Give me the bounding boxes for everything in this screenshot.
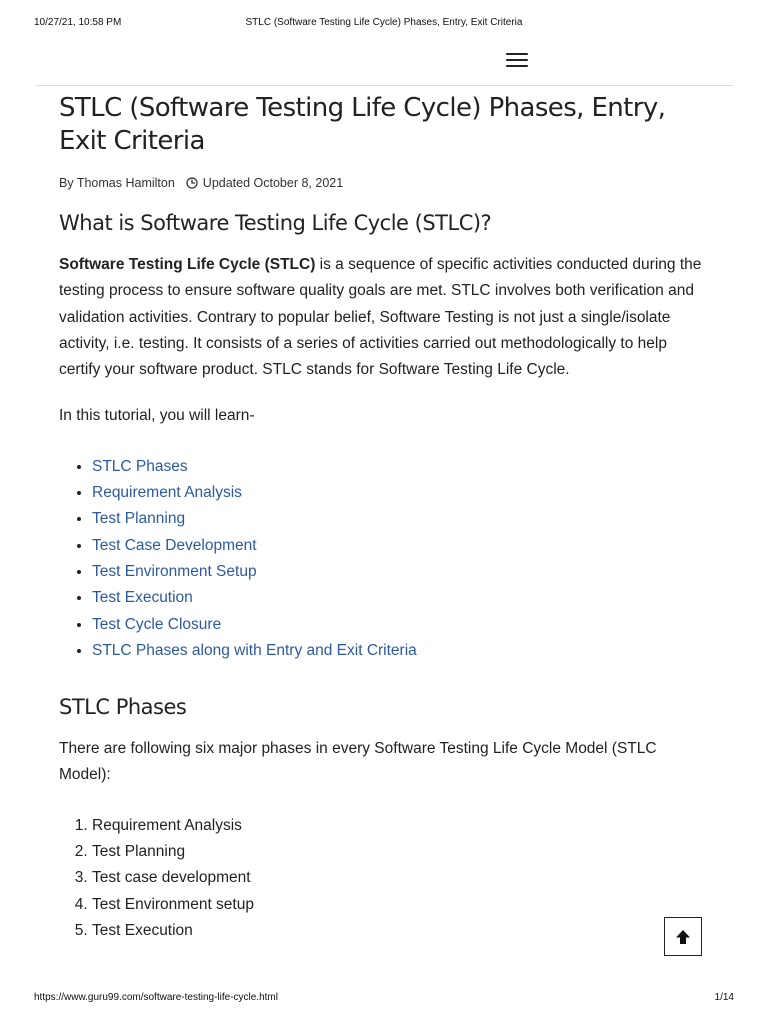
toc-item — [92, 638, 711, 664]
author-name: By Thomas Hamilton — [59, 176, 175, 190]
byline — [59, 174, 711, 192]
print-header — [34, 17, 734, 31]
toc-item — [92, 454, 711, 480]
toc-item — [92, 533, 711, 559]
arrow-up-icon — [674, 928, 692, 946]
intro-bold-term: Software Testing Life Cycle (STLC) — [59, 256, 316, 273]
toc-item — [92, 585, 711, 611]
tutorial-intro-text: In this tutorial, you will learn- — [59, 407, 255, 425]
list-item: 4. Test Environment setup — [92, 892, 711, 918]
back-to-top-button[interactable] — [664, 917, 702, 956]
list-item: 2. Test Planning — [92, 839, 711, 865]
page-title: STLC (Software Testing Life Cycle) Phases, Entry, Exit Criteria — [59, 93, 666, 156]
toc-item — [92, 559, 711, 585]
phase-list — [59, 813, 711, 942]
toc-link-test-environment-setup[interactable]: Test Environment Setup — [92, 562, 257, 580]
section-heading-stlc-phases: STLC Phases — [59, 695, 187, 720]
updated-date: Updated October 8, 2021 — [202, 176, 344, 190]
list-item: 1. Requirement Analysis — [92, 813, 711, 839]
list-item: 3. Test case development — [92, 865, 711, 891]
toc-link-test-execution[interactable]: Test Execution — [92, 589, 193, 607]
toc-link-test-case-development[interactable]: Test Case Development — [92, 536, 257, 554]
print-page-title: STLC (Software Testing Life Cycle) Phases, Entry, Exit Criteria — [245, 17, 523, 28]
intro-text: is a sequence of specific activities conducted during the testing process to ensure software quality goals are met. STLC involves both verification and validation activities. Contrary to popular belief, Software Testing is not just a single/isolate activity, i.e. testing. It consists of a series of activities carried out methodologically to help certify your software product. STLC stands for Software Testing Life Cycle. — [59, 256, 702, 379]
hamburger-menu-icon[interactable] — [506, 52, 528, 69]
print-footer — [34, 992, 734, 1006]
toc-link-requirement-analysis[interactable]: Requirement Analysis — [92, 484, 242, 502]
site-navbar — [36, 44, 733, 86]
toc-link-stlc-phases[interactable]: STLC Phases — [92, 457, 188, 475]
section-heading-what-is-stlc: What is Software Testing Life Cycle (STLC)? — [59, 211, 492, 235]
print-datetime: 10/27/21, 10:58 PM — [34, 17, 122, 28]
phases-intro-paragraph: There are following six major phases in every Software Testing Life Cycle Model (STLC Model): — [59, 740, 657, 784]
toc-item — [92, 480, 711, 506]
intro-paragraph — [59, 252, 711, 383]
toc-link-test-cycle-closure[interactable]: Test Cycle Closure — [92, 615, 222, 633]
page-number: 1/14 — [714, 992, 734, 1003]
print-url: https://www.guru99.com/software-testing-life-cycle.html — [34, 992, 278, 1003]
table-of-contents — [59, 454, 711, 664]
toc-item — [92, 612, 711, 638]
list-item: 5. Test Execution — [92, 918, 711, 942]
article-content — [59, 92, 711, 942]
toc-item — [92, 506, 711, 532]
toc-link-test-planning[interactable]: Test Planning — [92, 510, 186, 528]
clock-icon — [186, 177, 198, 189]
toc-link-entry-exit-criteria[interactable]: STLC Phases along with Entry and Exit Criteria — [92, 641, 417, 659]
